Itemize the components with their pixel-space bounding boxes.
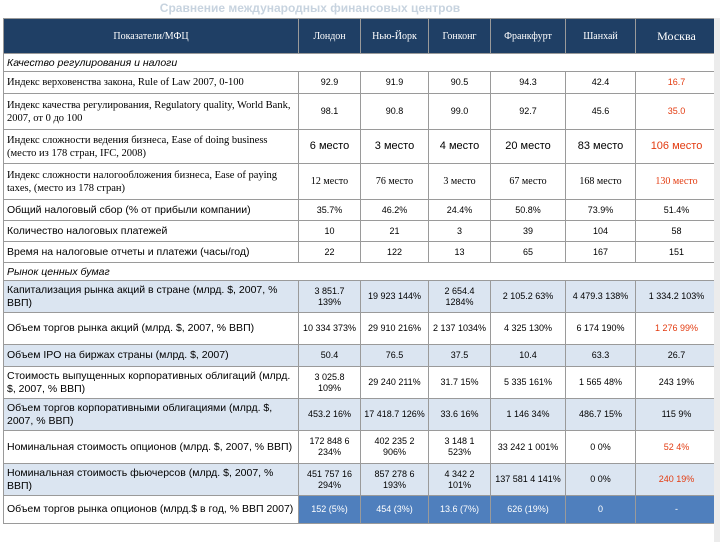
cell-value: 1 334.2 103% (636, 281, 718, 313)
cell-value: 99.0 (429, 94, 491, 130)
cell-value: 4 479.3 138% (566, 281, 636, 313)
table-row (4, 130, 718, 164)
cell-value: 0 0% (566, 464, 636, 496)
cell-value: 6 место (299, 130, 361, 164)
cell-value: 22 (299, 242, 361, 263)
cell-value: 63.3 (566, 345, 636, 367)
cell-value: 451 757 16 294% (299, 464, 361, 496)
cell-value: 76.5 (361, 345, 429, 367)
cell-value: 3 (429, 221, 491, 242)
cell-value: 58 (636, 221, 718, 242)
cell-value: 19 923 144% (361, 281, 429, 313)
cell-value: 31.7 15% (429, 367, 491, 399)
cell-value: 91.9 (361, 72, 429, 94)
header-row (4, 19, 718, 54)
cell-value: 5 335 161% (491, 367, 566, 399)
row-label: Объем торгов рынка опционов (млрд.$ в год, % ВВП 2007) (4, 496, 299, 524)
cell-value: 1 565 48% (566, 367, 636, 399)
table-row (4, 221, 718, 242)
table-row (4, 164, 718, 200)
cell-value: 486.7 15% (566, 399, 636, 431)
header-new-york: Нью-Йорк (361, 19, 429, 54)
cell-value: 2 654.4 1284% (429, 281, 491, 313)
cell-value: 90.8 (361, 94, 429, 130)
table-row (4, 431, 718, 464)
cell-value: 10 334 373% (299, 313, 361, 345)
cell-value: 13 (429, 242, 491, 263)
cell-value: 39 (491, 221, 566, 242)
cell-value: 115 9% (636, 399, 718, 431)
row-label: Объем торгов корпоративными облигациями (млрд. $, 2007, % ВВП) (4, 399, 299, 431)
cell-value: 626 (19%) (491, 496, 566, 524)
table-row (4, 399, 718, 431)
cell-value: 65 (491, 242, 566, 263)
header-moscow: Москва (636, 19, 718, 54)
cell-value: 92.9 (299, 72, 361, 94)
cell-value: 35.0 (636, 94, 718, 130)
cell-value: 45.6 (566, 94, 636, 130)
cell-value: 92.7 (491, 94, 566, 130)
row-label: Индекс качества регулирования, Regulatory quality, World Bank, 2007, от 0 до 100 (4, 94, 299, 130)
cell-value: 52 4% (636, 431, 718, 464)
row-label: Время на налоговые отчеты и платежи (часы/год) (4, 242, 299, 263)
table-row (4, 94, 718, 130)
comparison-table (3, 18, 718, 524)
cell-value: 122 (361, 242, 429, 263)
page-title: Сравнение международных финансовых центров (159, 1, 461, 15)
cell-value: 51.4% (636, 200, 718, 221)
cell-value: 35.7% (299, 200, 361, 221)
cell-value: 104 (566, 221, 636, 242)
cell-value: 37.5 (429, 345, 491, 367)
cell-value: 1 146 34% (491, 399, 566, 431)
cell-value: 453.2 16% (299, 399, 361, 431)
cell-value: 26.7 (636, 345, 718, 367)
header-london: Лондон (299, 19, 361, 54)
cell-value: 857 278 6 193% (361, 464, 429, 496)
cell-value: 0 (566, 496, 636, 524)
cell-value: 29 240 211% (361, 367, 429, 399)
cell-value: 152 (5%) (299, 496, 361, 524)
cell-value: 33.6 16% (429, 399, 491, 431)
row-label: Стоимость выпущенных корпоративных облигаций (млрд. $, 2007, % ВВП) (4, 367, 299, 399)
section-row (4, 263, 718, 281)
cell-value: 106 место (636, 130, 718, 164)
cell-value: 2 137 1034% (429, 313, 491, 345)
table-row (4, 345, 718, 367)
cell-value: 172 848 6 234% (299, 431, 361, 464)
row-label: Номинальная стоимость фьючерсов (млрд. $, 2007, % ВВП) (4, 464, 299, 496)
cell-value: - (636, 496, 718, 524)
header-frankfurt: Франкфурт (491, 19, 566, 54)
row-label: Капитализация рынка акций в стране (млрд. $, 2007, % ВВП) (4, 281, 299, 313)
cell-value: 167 (566, 242, 636, 263)
cell-value: 29 910 216% (361, 313, 429, 345)
row-label: Номинальная стоимость опционов (млрд. $, 2007, % ВВП) (4, 431, 299, 464)
section-row (4, 54, 718, 72)
table-row (4, 464, 718, 496)
cell-value: 1 276 99% (636, 313, 718, 345)
cell-value: 6 174 190% (566, 313, 636, 345)
cell-value: 168 место (566, 164, 636, 200)
cell-value: 0 0% (566, 431, 636, 464)
cell-value: 98.1 (299, 94, 361, 130)
cell-value: 73.9% (566, 200, 636, 221)
cell-value: 46.2% (361, 200, 429, 221)
cell-value: 94.3 (491, 72, 566, 94)
section-title-regulation: Качество регулирования и налоги (4, 54, 718, 72)
cell-value: 17 418.7 126% (361, 399, 429, 431)
cell-value: 50.8% (491, 200, 566, 221)
cell-value: 20 место (491, 130, 566, 164)
cell-value: 4 325 130% (491, 313, 566, 345)
cell-value: 130 место (636, 164, 718, 200)
cell-value: 243 19% (636, 367, 718, 399)
table-row (4, 200, 718, 221)
cell-value: 240 19% (636, 464, 718, 496)
vertical-scrollbar[interactable] (714, 18, 720, 542)
cell-value: 4 342 2 101% (429, 464, 491, 496)
cell-value: 2 105.2 63% (491, 281, 566, 313)
table-row (4, 496, 718, 524)
cell-value: 151 (636, 242, 718, 263)
cell-value: 16.7 (636, 72, 718, 94)
header-indicator: Показатели/МФЦ (4, 19, 299, 54)
cell-value: 137 581 4 141% (491, 464, 566, 496)
row-label: Количество налоговых платежей (4, 221, 299, 242)
table-row (4, 313, 718, 345)
cell-value: 42.4 (566, 72, 636, 94)
cell-value: 402 235 2 906% (361, 431, 429, 464)
cell-value: 21 (361, 221, 429, 242)
row-label: Индекс верховенства закона, Rule of Law 2007, 0-100 (4, 72, 299, 94)
row-label: Индекс сложности налогообложения бизнеса, Ease of paying taxes, (место из 178 стран) (4, 164, 299, 200)
cell-value: 83 место (566, 130, 636, 164)
cell-value: 4 место (429, 130, 491, 164)
table-row (4, 72, 718, 94)
cell-value: 3 место (429, 164, 491, 200)
cell-value: 3 851.7 139% (299, 281, 361, 313)
cell-value: 10 (299, 221, 361, 242)
cell-value: 76 место (361, 164, 429, 200)
row-label: Индекс сложности ведения бизнеса, Ease of doing business (место из 178 стран, IFC, 2008) (4, 130, 299, 164)
cell-value: 50.4 (299, 345, 361, 367)
row-label: Объем торгов рынка акций (млрд. $, 2007, % ВВП) (4, 313, 299, 345)
table-row (4, 281, 718, 313)
header-hong-kong: Гонконг (429, 19, 491, 54)
cell-value: 3 025.8 109% (299, 367, 361, 399)
cell-value: 67 место (491, 164, 566, 200)
section-title-securities: Рынок ценных бумаг (4, 263, 718, 281)
cell-value: 13.6 (7%) (429, 496, 491, 524)
table-row (4, 367, 718, 399)
cell-value: 33 242 1 001% (491, 431, 566, 464)
cell-value: 3 148 1 523% (429, 431, 491, 464)
header-shanghai: Шанхай (566, 19, 636, 54)
table-row (4, 242, 718, 263)
cell-value: 24.4% (429, 200, 491, 221)
row-label: Общий налоговый сбор (% от прибыли компании) (4, 200, 299, 221)
cell-value: 10.4 (491, 345, 566, 367)
cell-value: 3 место (361, 130, 429, 164)
row-label: Объем IPO на биржах страны (млрд. $, 2007) (4, 345, 299, 367)
cell-value: 12 место (299, 164, 361, 200)
cell-value: 90.5 (429, 72, 491, 94)
cell-value: 454 (3%) (361, 496, 429, 524)
